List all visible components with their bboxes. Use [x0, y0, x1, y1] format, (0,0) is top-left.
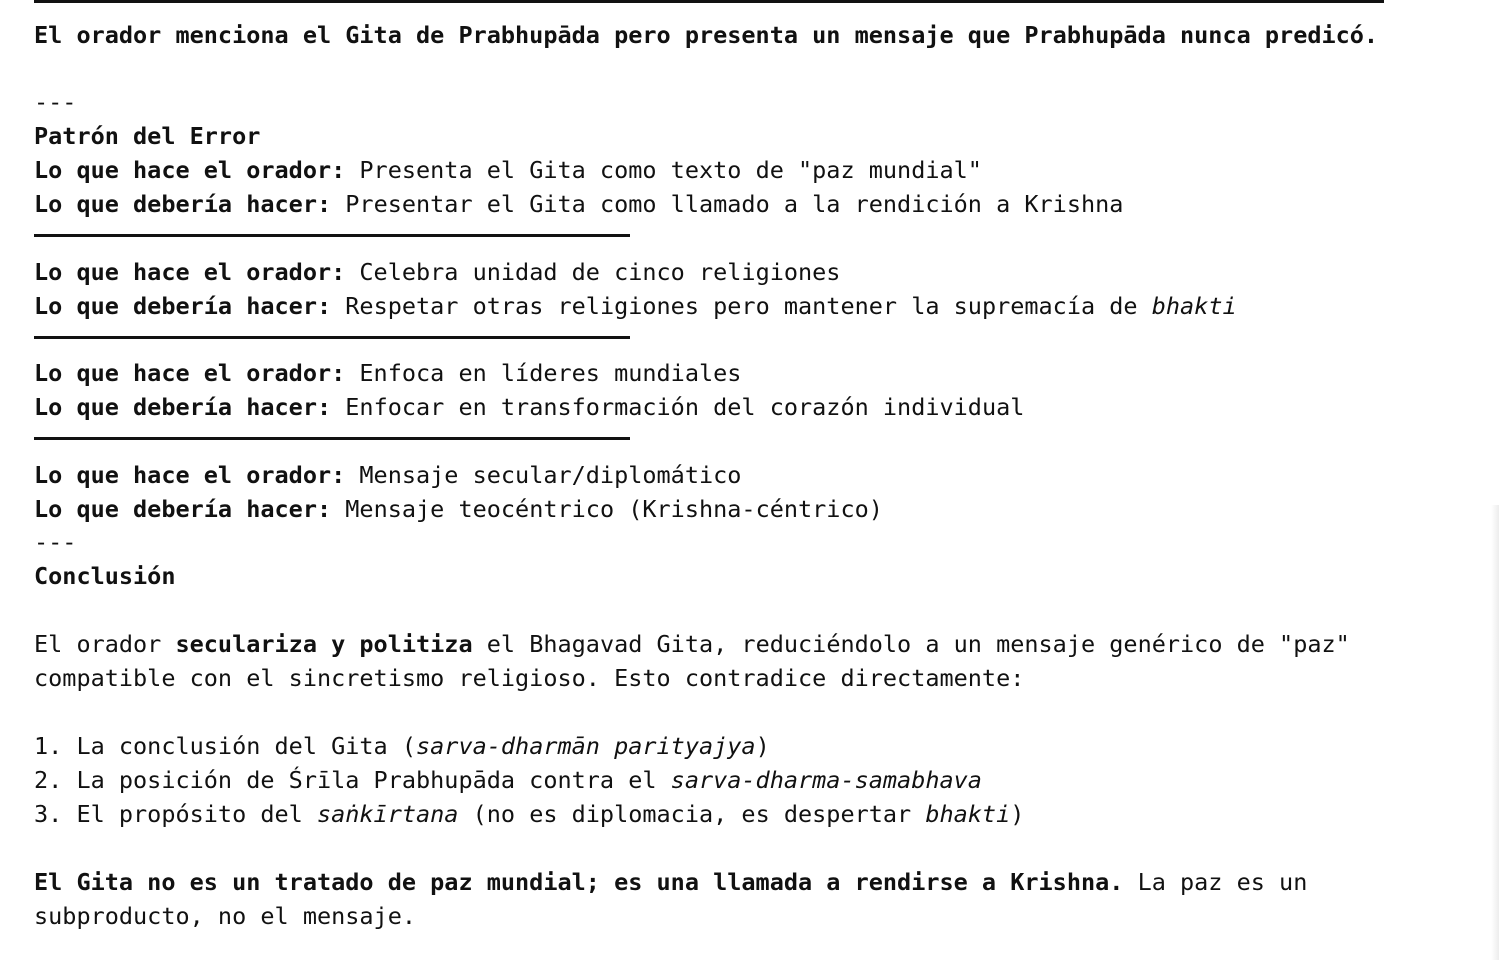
final-bold-statement: El Gita no es un tratado de paz mundial; es una llamada a rendirse a Krishna. [34, 868, 1124, 896]
final-text: La paz es un [1123, 868, 1308, 896]
should-text: Mensaje teocéntrico (Krishna-céntrico) [331, 495, 883, 523]
final-statement-line-1 [34, 867, 1307, 897]
list-item-text: (no es diplomacia, es despertar [458, 800, 926, 828]
pattern-row-2-should [34, 291, 1237, 321]
should-text: Presentar el Gita como llamado a la rendición a Krishna [331, 190, 1124, 218]
list-item [34, 765, 982, 795]
row-divider [34, 234, 630, 237]
row-divider [34, 336, 630, 339]
does-text: Presenta el Gita como texto de "paz mundial" [345, 156, 982, 184]
does-label: Lo que hace el orador: [34, 461, 346, 489]
does-label: Lo que hace el orador: [34, 359, 346, 387]
intro-statement: El orador menciona el Gita de Prabhupāda pero presenta un mensaje que Prabhupāda nunca predicó. [34, 21, 1379, 49]
should-text: Enfocar en transformación del corazón individual [331, 393, 1025, 421]
row-divider [34, 437, 630, 440]
list-item-term: saṅkīrtana [316, 800, 459, 828]
scrollbar-track[interactable] [1491, 505, 1499, 960]
list-item-term: sarva-dharma-samabhava [670, 766, 982, 794]
list-item-text: ) [1010, 800, 1025, 828]
pattern-row-4-should [34, 494, 883, 524]
should-text: Respetar otras religiones pero mantener la supremacía de [331, 292, 1152, 320]
conclusion-paragraph-line-1 [34, 629, 1350, 659]
conclusion-text: El orador [34, 630, 176, 658]
list-item-text: 2. La posición de Śrīla Prabhupāda contra el [34, 766, 671, 794]
does-label: Lo que hace el orador: [34, 156, 346, 184]
should-italic-term: bhakti [1151, 292, 1237, 320]
should-label: Lo que debería hacer: [34, 190, 332, 218]
does-text: Mensaje secular/diplomático [345, 461, 742, 489]
separator-dashes: --- [34, 88, 77, 116]
does-text: Celebra unidad de cinco religiones [345, 258, 841, 286]
final-statement-line-2: subproducto, no el mensaje. [34, 902, 417, 930]
pattern-row-4-does [34, 460, 741, 490]
list-item-term: bhakti [925, 800, 1011, 828]
separator-dashes: --- [34, 528, 77, 556]
pattern-heading: Patrón del Error [34, 122, 261, 150]
pattern-row-1-should [34, 189, 1123, 219]
list-item [34, 799, 1024, 829]
conclusion-bold-phrase: seculariza y politiza [175, 630, 473, 658]
list-item-term: sarva-dharmān parityajya [416, 732, 756, 760]
pattern-row-3-does [34, 358, 741, 388]
top-divider [34, 0, 1384, 3]
should-label: Lo que debería hacer: [34, 495, 332, 523]
pattern-row-3-should [34, 392, 1024, 422]
conclusion-heading: Conclusión [34, 562, 176, 590]
does-label: Lo que hace el orador: [34, 258, 346, 286]
pattern-row-2-does [34, 257, 840, 287]
should-label: Lo que debería hacer: [34, 393, 332, 421]
conclusion-paragraph-line-2: compatible con el sincretismo religioso. Esto contradice directamente: [34, 664, 1025, 692]
should-label: Lo que debería hacer: [34, 292, 332, 320]
does-text: Enfoca en líderes mundiales [345, 359, 742, 387]
list-item [34, 731, 770, 761]
pattern-row-1-does [34, 155, 982, 185]
list-item-text: 1. La conclusión del Gita ( [34, 732, 417, 760]
list-item-text: ) [755, 732, 770, 760]
conclusion-text: el Bhagavad Gita, reduciéndolo a un mensaje genérico de "paz" [472, 630, 1350, 658]
list-item-text: 3. El propósito del [34, 800, 317, 828]
